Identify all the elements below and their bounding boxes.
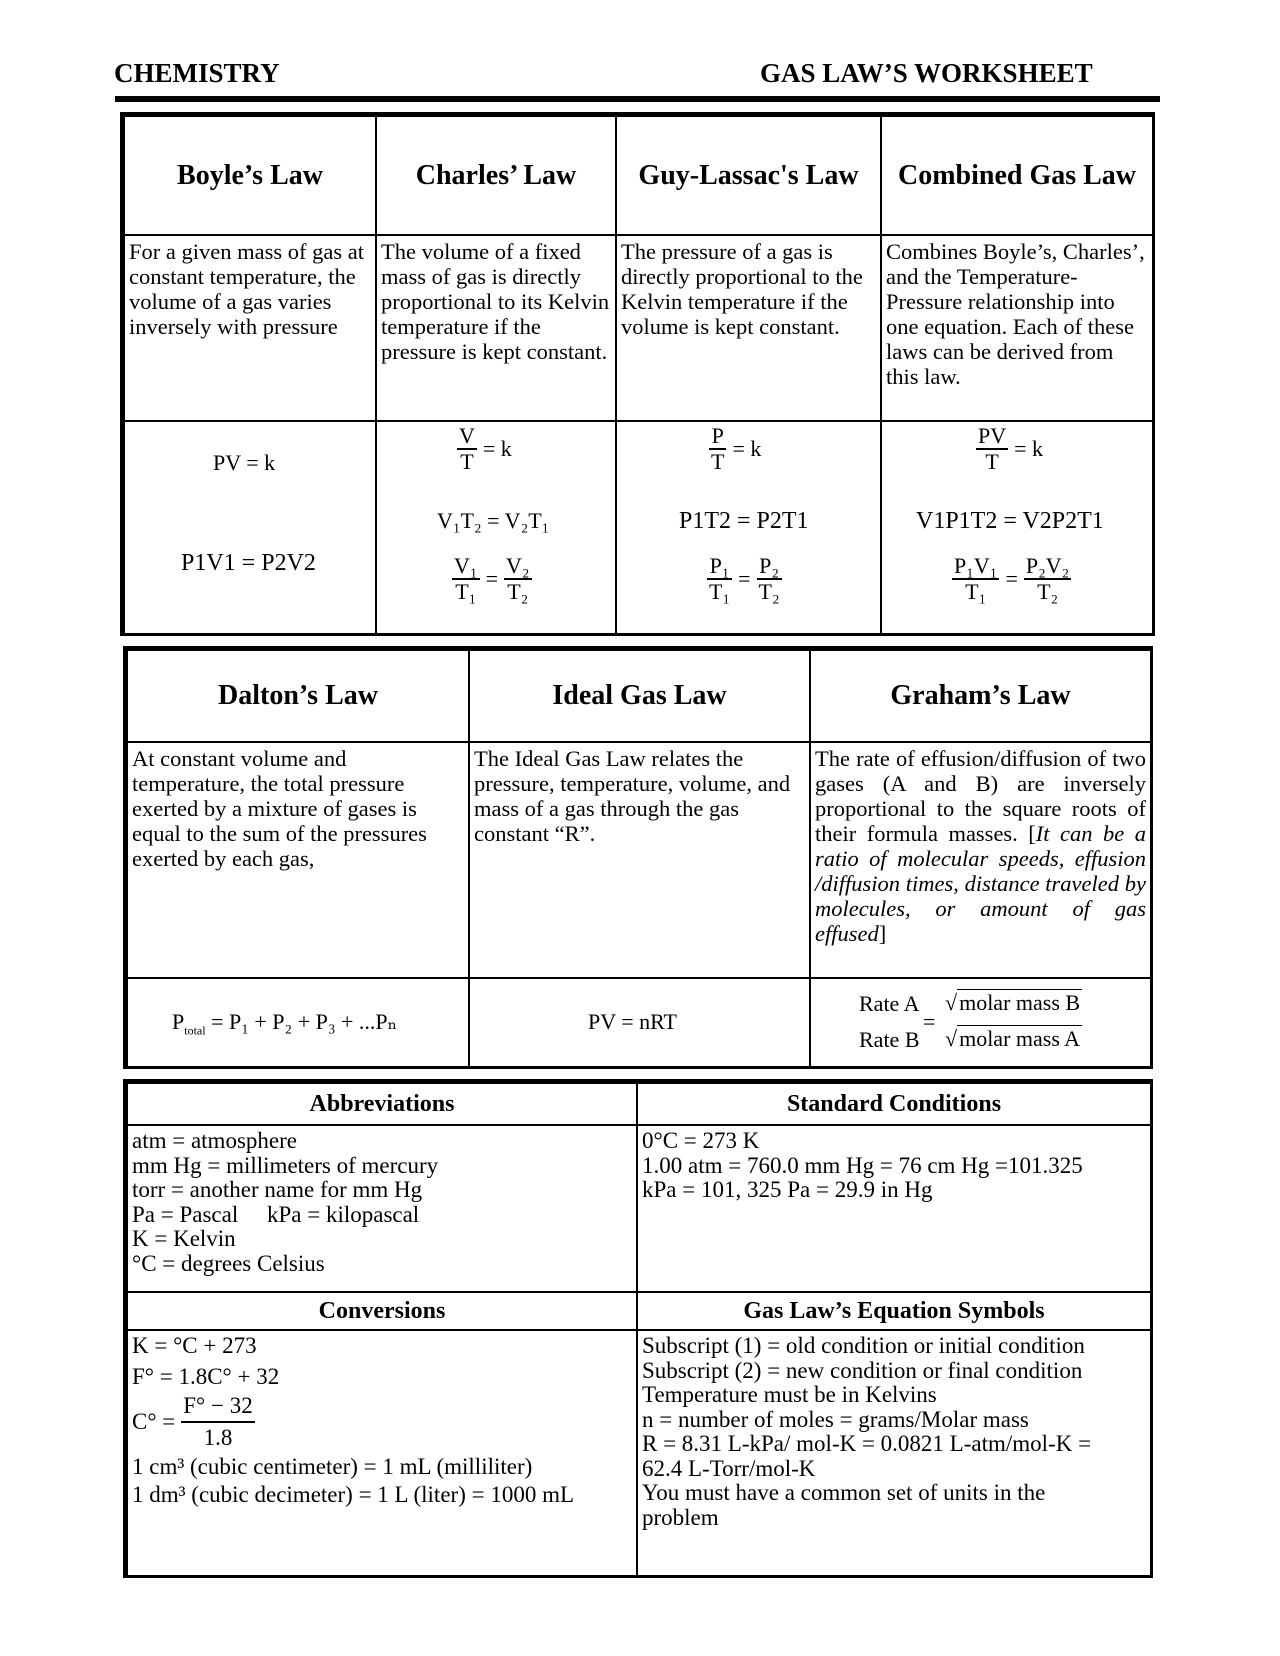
daltons-eq-rest: = P₁ + P₂ + P₃ + ...Pₙ [205,1009,398,1034]
conv-cubic-dm: 1 dm³ (cubic decimeter) = 1 L (liter) = 1000 mL [132,1482,575,1508]
boyles-law-equations [124,421,376,634]
conv-fahrenheit: F° = 1.8C° + 32 [132,1363,280,1389]
standard-conditions-list [637,1125,1151,1292]
combined-gas-law-title: Combined Gas Law [881,116,1153,235]
boyles-eq-k: PV = k [213,450,276,475]
symbol-item: problem [642,1504,719,1530]
ideal-gas-law-title: Ideal Gas Law [469,650,810,742]
daltons-eq [172,1009,397,1038]
abbr-item: °C = degrees Celsius [132,1250,325,1276]
guy-lussac-r-den2: T₂ [758,578,780,604]
combined-eq-k [976,424,1043,474]
grahams-sqrt-bot: √molar mass A [945,1026,1081,1051]
guy-lussac-frac-den: T [711,448,725,474]
charles-law-desc: The volume of a fixed mass of gas is directly proportional to its Kelvin temperature if the pressure is kept constant. [376,235,616,421]
std-item: kPa = 101, 325 Pa = 29.9 in Hg [642,1177,933,1202]
grahams-desc-italic: It can be a ratio of molecular speeds, effusion /diffusion times, distance traveled by molecules, or amount of gas effused [815,821,1146,946]
ideal-gas-law-desc: The Ideal Gas Law relates the pressure, temperature, volume, and mass of a gas through the gas constant “R”. [469,742,810,978]
grahams-law-desc [810,742,1151,978]
combined-eq-cross: V1P1T2 = V2P2T1 [916,508,1104,534]
symbol-item: n = number of moles = grams/Molar mass [642,1406,1029,1432]
conv-cubic-cm: 1 cm³ (cubic centimeter) = 1 mL (milliliter) [132,1453,533,1479]
abbr-item: Pa = Pascal kPa = kilopascal [132,1201,420,1227]
guy-lussac-law-equations [616,421,881,634]
combined-r-num1: P₁V₁ [954,553,998,578]
grahams-equals: = [923,1009,936,1034]
grahams-sqrt-top: √molar mass B [945,990,1081,1015]
combined-frac-rhs: = k [1014,435,1044,461]
abbr-item: mm Hg = millimeters of mercury [132,1152,439,1178]
grahams-sqrt-top-text: molar mass B [959,990,1081,1015]
gas-laws-table-2 [126,649,1152,1068]
symbol-item: Temperature must be in Kelvins [642,1382,937,1407]
guy-lussac-eq-k [709,424,761,474]
symbol-item: R = 8.31 L-kPa/ mol-K = 0.0821 L-atm/mol-K = [642,1431,1092,1456]
abbreviations-title: Abbreviations [127,1083,637,1125]
combined-gas-law-equations [881,421,1153,634]
symbol-item: Subscript (1) = old condition or initial condition [642,1333,1085,1358]
charles-r-den2: T₂ [507,578,529,604]
combined-frac-num: PV [978,423,1007,448]
grahams-rate-b: Rate B [859,1027,920,1052]
guy-lussac-r-num2: P₂ [759,553,780,578]
guy-lussac-frac-num: P [711,423,724,448]
conv-celsius [132,1391,632,1453]
grahams-desc-end: ] [878,921,887,946]
combined-eq-ratio: $\frac{\text{P₁V₁}}{\text{T₁}}$ = $\frac{\text{P₂V₂}}{\text{T₂}}$ [954,553,1070,604]
charles-eq-k [457,424,512,474]
daltons-law-equation [127,978,469,1067]
charles-r-num1: V₁ [454,553,478,578]
charles-frac-den: T [460,448,474,474]
combined-r-num2: P₂V₂ [1025,553,1070,578]
charles-law-equations [376,421,616,634]
conv-celsius-lhs: C° = [132,1408,176,1434]
boyles-law-desc: For a given mass of gas at constant temperature, the volume of a gas varies inversely with pressure [124,235,376,421]
conv-kelvin: K = °C + 273 [132,1333,257,1358]
symbol-item: Subscript (2) = new condition or final condition [642,1357,1083,1383]
abbr-item: atm = atmosphere [132,1128,297,1153]
combined-gas-law-desc: Combines Boyle’s, Charles’, and the Temperature-Pressure relationship into one equation. Each of these laws can be derived from this law. [881,235,1153,421]
daltons-eq-sub: total [184,1023,206,1038]
grahams-law-title: Graham’s Law [810,650,1151,742]
guy-lussac-eq-ratio: $\frac{\text{P₁}}{\text{T₁}}$ = $\frac{\text{P₂}}{\text{T₂}}$ [709,553,780,604]
gas-laws-table-1 [123,115,1154,635]
guy-lussac-r-den1: T₁ [709,578,731,604]
symbol-item: You must have a common set of units in the [642,1480,1046,1505]
ideal-gas-eq: PV = nRT [588,1009,677,1034]
daltons-eq-p: P [172,1009,185,1034]
charles-frac-rhs: = k [482,435,512,461]
grahams-rate-a: Rate A [859,991,920,1016]
subject-title: CHEMISTRY [114,58,280,88]
boyles-law-title: Boyle’s Law [124,116,376,235]
grahams-law-equation [810,978,1151,1067]
charles-r-den1: T₁ [455,578,477,604]
grahams-sqrt-bot-text: molar mass A [959,1026,1081,1051]
std-item: 0°C = 273 K [642,1128,760,1153]
abbr-item: K = Kelvin [132,1226,236,1251]
header-rule [115,96,1160,102]
guy-lussac-law-title: Guy-Lassac's Law [616,116,881,235]
boyles-eq-p1v1: P1V1 = P2V2 [181,550,316,576]
equation-symbols-list [637,1330,1151,1576]
daltons-law-title: Dalton’s Law [127,650,469,742]
combined-frac-den: T [985,448,999,474]
std-item: 1.00 atm = 760.0 mm Hg = 76 cm Hg =101.325 [642,1152,1083,1178]
charles-eq-ratio: $\frac{\text{V₁}}{\text{T₁}}$ = $\frac{\text{V₂}}{\text{T₂}}$ [454,553,530,604]
equation-symbols-title: Gas Law’s Equation Symbols [637,1292,1151,1330]
standard-conditions-title: Standard Conditions [637,1083,1151,1125]
charles-eq-cross: V₁T₂ = V₂T₁ [437,508,550,533]
combined-r-den1: T₁ [965,578,987,604]
daltons-law-desc: At constant volume and temperature, the total pressure exerted by a mixture of gases is equal to the sum of the pressures exerted by each gas, [127,742,469,978]
reference-table [126,1082,1152,1577]
symbol-item: 62.4 L-Torr/mol-K [642,1455,816,1481]
charles-frac-num: V [459,423,475,448]
conversions-list [127,1330,637,1576]
abbr-item: torr = another name for mm Hg [132,1177,423,1202]
charles-law-title: Charles’ Law [376,116,616,235]
abbreviations-list [127,1125,637,1292]
combined-r-den2: T₂ [1037,578,1059,604]
guy-lussac-eq-cross: P1T2 = P2T1 [679,508,809,534]
ideal-gas-law-equation [469,978,810,1067]
guy-lussac-law-desc: The pressure of a gas is directly proportional to the Kelvin temperature if the volume is kept constant. [616,235,881,421]
charles-r-num2: V₂ [505,553,530,578]
worksheet-title: GAS LAW’S WORKSHEET [760,58,1093,88]
grahams-desc-plain: The rate of effusion/diffusion of two gases (A and B) are inversely proportional to the square roots of their formula masses. [ [815,746,1146,846]
conversions-title: Conversions [127,1292,637,1330]
conv-celsius-num: F° − 32 [183,1393,253,1418]
guy-lussac-frac-rhs: = k [732,435,762,461]
guy-lussac-r-num1: P₁ [709,553,730,578]
conv-celsius-den: 1.8 [203,1424,233,1450]
